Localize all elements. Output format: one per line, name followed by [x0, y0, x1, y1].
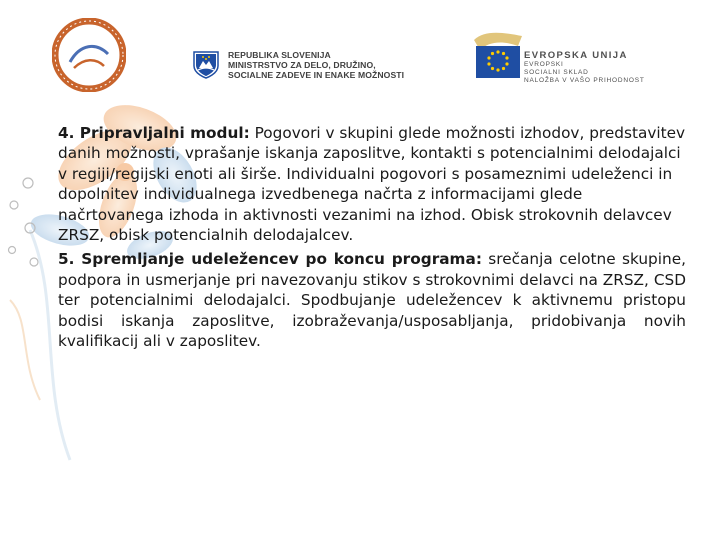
- eu-flag-icon: [472, 30, 524, 82]
- ministry-line-3: SOCIALNE ZADEVE IN ENAKE MOŽNOSTI: [228, 70, 405, 80]
- organization-logo: [52, 18, 126, 92]
- ministry-name: [228, 50, 404, 80]
- eu-text: [524, 50, 645, 85]
- module-paragraph-5: [58, 249, 686, 351]
- eu-title: EVROPSKA UNIJA: [524, 50, 628, 61]
- module-paragraph-4: [58, 123, 686, 245]
- eu-logo: [472, 30, 682, 86]
- slide-content: [58, 123, 686, 355]
- module-heading-5: 5. Spremljanje udeležencev po koncu programa:: [58, 250, 482, 269]
- ministry-line-2: MINISTRSTVO ZA DELO, DRUŽINO,: [228, 60, 376, 70]
- eu-subtitle-1: EVROPSKI: [524, 61, 564, 68]
- module-text-4: Pogovori v skupini glede možnosti izhodov, predstavitev danih možnosti, vprašanje iskanja zaposlitve, kontakti s potencialnimi delodajalci v regiji/regijski enoti ali širše. Individualni pogovori s posameznimi udeleženci in dopolnitev individualnega izvedbenega načrta z informacijami glede načrtovanega izhoda in aktivnosti vezanimi na izhod. Obisk strokovnih delavcev ZRSZ, obisk potencialnih delodajalcev.: [58, 124, 686, 245]
- module-text-5: srečanja celotne skupine, podpora in usmerjanje pri navezovanju stikov s strokovnimi delavci na ZRSZ, CSD ter potencialnimi delodajalci. Spodbujanje udeležencev k aktivnemu pristopu bodisi iskanja zaposlitve, izobraževanja/usposabljanja, pridobivanja novih kvalifikacij ali v zaposlitev.: [58, 250, 686, 351]
- eu-slogan: NALOŽBA V VAŠO PRIHODNOST: [524, 77, 645, 84]
- ministry-line-1: REPUBLIKA SLOVENIJA: [228, 50, 331, 60]
- slovenia-coat-of-arms-icon: [190, 50, 222, 80]
- ministry-logo: [190, 48, 430, 88]
- eu-subtitle-2: SOCIALNI SKLAD: [524, 69, 589, 76]
- module-heading-4: 4. Pripravljalni modul:: [58, 124, 250, 142]
